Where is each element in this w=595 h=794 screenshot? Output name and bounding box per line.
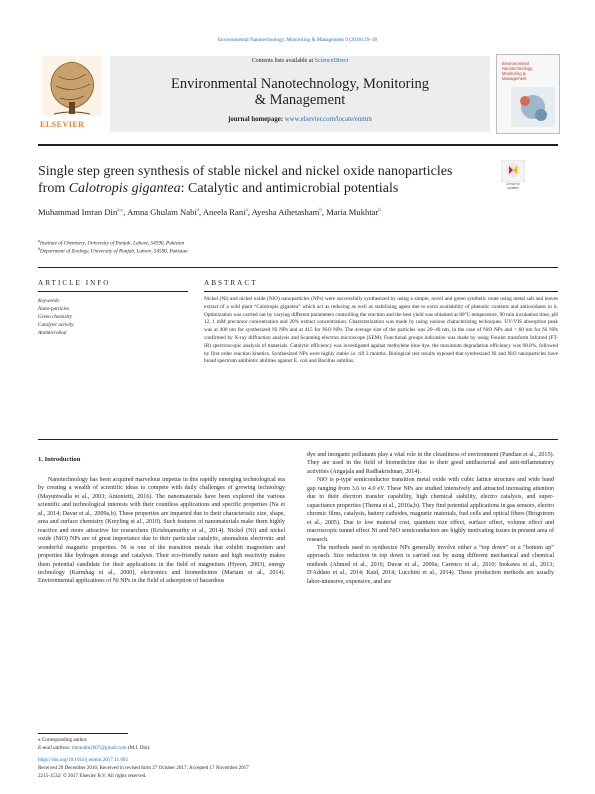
crossmark-icon: [501, 160, 525, 182]
introduction-heading: 1. Introduction: [38, 456, 81, 463]
journal-header: [38, 54, 558, 136]
author-list: Muhammad Imran Din$^{a,⁎}$, Amna Ghulam Nabi$^a$, Aneela Rani$^a$, Ayesha Aihetasham$^b$, Maria Mukhtar$^b$: [38, 206, 381, 217]
homepage-link[interactable]: www.elsevier.com/locate/enmm: [284, 116, 372, 123]
keyword-item[interactable]: Green chemistry: [38, 314, 73, 320]
journal-banner: [110, 56, 490, 132]
author-4[interactable]: Ayesha Aihetasham$^b$: [251, 206, 322, 217]
journal-reference[interactable]: Environmental Nanotechnology, Monitoring & Management 9 (2018) 29–36: [217, 37, 378, 43]
copyright: 2215-1532/ © 2017 Elsevier B.V. All rights reserved.: [38, 773, 147, 779]
corresponding-author-note: ⁎ Corresponding author.: [38, 737, 88, 743]
abstract-heading: ABSTRACT: [204, 279, 258, 287]
article-title: Single step green synthesis of stable nickel and nickel oxide nanoparticles from Calotropis gigantea: Catalytic and antimicrobial potentials: [38, 164, 453, 196]
cover-title: Environmental Nanotechnology, Monitoring & Management: [502, 61, 534, 81]
info-rule: [38, 291, 188, 292]
doi-link[interactable]: https://doi.org/10.1016/j.enmm.2017.11.005: [38, 757, 128, 763]
sciencedirect-link[interactable]: ScienceDirect: [314, 58, 349, 64]
email-note: E-mail address: imrandin2007@gmail.com (M.I. Din).: [38, 745, 151, 751]
author-5[interactable]: Maria Mukhtar$^b$: [326, 206, 381, 217]
intro-paragraph: dye and inorganic pollutants play a vital role in the cleanliness of environment (Pandian et al., 2015). They are used in the field of biomedicine due to their good antibacterial and anti-inflammatory activities (Angajala and Radhakrishnan, 2014).: [307, 452, 554, 475]
affiliation-b: $^b$Department of Zoology, University of Punjab, Lahore, 54590, Pakistan: [38, 246, 188, 255]
footnote-rule: [38, 733, 128, 734]
intro-paragraph: The methods used to synthesize NPs generally involve either a “top down” or a “bottom up” approach. Size reduction in top down is carried out by using different mechanical and chemical methods (Ahmed et al., 2016; Davar et al., 2009a; Carenco et al., 2010; Inokawa et al., 2013; D'Addato et al., 2014; Kaid, 2014; Lucchini et al., 2014). These production methods are usually labor-intensive, expensive, and are: [307, 544, 554, 585]
keyword-item[interactable]: Antimicrobial: [38, 330, 67, 336]
header-rule: [38, 144, 558, 146]
author-1[interactable]: Muhammad Imran Din$^{a,⁎}$: [38, 206, 124, 217]
keywords-heading: Keywords:: [38, 298, 61, 304]
affiliation-a: $^a$Institute of Chemistry, University of Punjab, Lahore, 54590, Pakistan: [38, 238, 185, 247]
email-link[interactable]: imrandin2007@gmail.com: [71, 745, 127, 751]
abstract-bottom-rule: [38, 439, 558, 440]
publisher-name: ELSEVIER: [40, 120, 85, 129]
info-top-rule: [38, 267, 558, 268]
intro-paragraph: Nanotechnology has been acquired marvelous impetus in this rapidly emerging technological era by creating a wealth of scientific ideas to compete with daily challenges of growing technology (Mayuniwalla et al., 2003; Antonietti, 2016). The nanomaterials have been explored the various scientific and technological interests with their countless applications and specific properties (Na et al., 2014; Davar et al., 2009a,b). These properties are imparted due to their characteristic size, shape, area and surface chemistry (Kreyling et al., 2010). Such features of nanomaterials make them highly reactive and more attractive for researchers (Krishnamurthy et al., 2014). Nickel (Ni) and nickel oxide (NiO) NPs are of great importance due to their particular catalytic, anomalous electronic and wonderful magnetic properties. Ni is one of the transition metals that exhibit magnetism and properties like hydrogen storage and catalysis. Their eco-friendly nature and high reactivity makes them potential candidate for their applications in the field of magnetism (Hyeon, 2003), energy technology (Karmhag et al., 2000), electronics and biomedicines (Mariam et al., 2014). Environmental applications of Ni NPs in the field of adsorption of hazardous: [38, 477, 285, 585]
check-for-updates-badge[interactable]: [501, 160, 525, 192]
intro-right-column: [307, 451, 554, 586]
crossmark-label: Check for updates: [506, 182, 520, 190]
article-info-heading: ARTICLE INFO: [38, 279, 111, 287]
received-dates: Received 29 December 2016; Received in revised form 27 October 2017; Accepted 17 November 2017: [38, 765, 249, 771]
author-2[interactable]: Amna Ghulam Nabi$^a$: [127, 206, 199, 217]
intro-paragraph: NiO is p-type semiconductor transition metal oxide with cubic lattice structure and wide band gap ranging from 3.6 to 4.0 eV. These NPs are studied intensively and attracted increasing attention due to their electron transfer capability, high chemical stability, electro catalysis, and super-capacitance properties (Thema et al., 2016a,b). They find potential applications in gas sensors, electro chromic films, catalysis, battery cathodes, magnetic materials, fuel cells and optical fibers (Brogstrom et al., 2005). Due to low material cost, quantum size effect, surface effect, volume effect and macroscopic tunnel effect Ni and NiO semiconductors are highly motivating issues in present area of research.: [307, 477, 554, 543]
abstract-rule: [204, 291, 558, 292]
keyword-item[interactable]: Catalytic activity: [38, 322, 74, 328]
journal-homepage: journal homepage: www.elsevier.com/locate/enmm: [228, 116, 372, 123]
journal-cover-thumbnail[interactable]: [496, 54, 560, 134]
intro-left-column: [38, 476, 285, 586]
contents-line: Contents lists available at ScienceDirect: [251, 58, 349, 64]
abstract-text: Nickel (Ni) and nickel oxide (NiO) nanoparticles (NPs) were successfully synthesized by using a simple, novel and green synthetic route using metal salt and leaves extract of a wild plant “Calotropis gigantea” which act as reducing as well as stabilizing agent due to extra availability of phenolic contents and antioxidants in it. Optimization was carried out by varying different parameters controlling the reaction and the best yield was obtained at 80°C temperature, 90 min incubation time, pH 12, 1 mM precursor concentration and 20% extract concentration. Characterization was made by using various characterizing techniques. UV/VIS absorption peak was at 400 nm for synthesized Ni NPs and at 415 for NiO NPs. The average size of the particles was 20–40 nm, in the case of NiO NPs and < 60 nm for Ni NPs confirmed by X-ray diffraction analysis and Scanning electron microscope (SEM). Functional groups indication was made by using Fourier transform Infrared (FT-IR) spectroscopic analysis of materials. Catalytic efficiency was investigated against methylene blue dye, the maximum degradation efficiency was 98.8%, followed by first order reaction kinetics. Synthesized NPs were highly stable i.e. till 3 months. Biological test results exposed that synthesized Ni and NiO nanoparticles have broad spectrum antibiotic abilities against E. coli and Bacillus subtilus.: [204, 296, 558, 365]
cover-illustration: [511, 87, 555, 127]
keyword-item[interactable]: Nano-particles: [38, 306, 70, 312]
journal-title: Environmental Nanotechnology, Monitoring & Management: [171, 76, 429, 108]
author-3[interactable]: Aneela Rani$^a$: [202, 206, 248, 217]
